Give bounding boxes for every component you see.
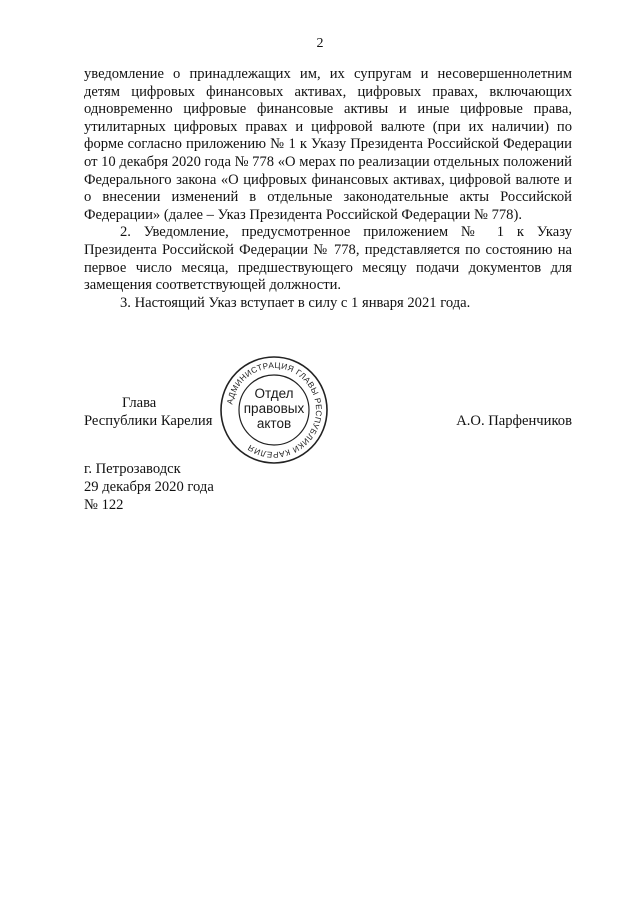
decree-number: № 122 — [84, 497, 124, 513]
document-body — [84, 66, 572, 312]
stamp-line-2: правовых — [243, 401, 305, 416]
stamp-line-3: актов — [256, 416, 292, 431]
signatory-title-line2: Республики Карелия — [84, 413, 213, 429]
stamp-inner-text — [236, 386, 312, 431]
paragraph-2: 2. Уведомление, предусмотренное приложением № 1 к Указу Президента Российской Федерации № 778, представляется по состоянию на первое число месяца, предшествующего месяцу подачи документов для замещения соответствующей должности. — [84, 224, 572, 294]
place-and-date — [84, 460, 214, 514]
signatory-title — [84, 394, 212, 430]
page-number: 2 — [316, 36, 324, 51]
stamp-ring-text: АДМИНИСТРАЦИЯ ГЛАВЫ РЕСПУБЛИКИ КАРЕЛИЯ — [225, 360, 324, 460]
paragraph-3: 3. Настоящий Указ вступает в силу с 1 января 2021 года. — [120, 294, 471, 311]
stamp-line-1: Отдел — [254, 386, 294, 401]
signatory-name: А.О. Парфенчиков — [456, 413, 572, 429]
signatory-title-line1: Глава — [122, 395, 157, 411]
paragraph-1: уведомление о принадлежащих им, их супругам и несовершеннолетним детям цифровых финансовых активах, цифровых правах, включающих одновременно цифровые финансовые активы и иные цифровые права, утилитарных цифровых правах и цифровой валюте (при их наличии) по форме согласно приложению № 1 к Указу Президента Российской Федерации от 10 декабря 2020 года № 778 «О мерах по реализации отдельных положений Федерального закона «О цифровых финансовых активах, цифровой валюте и о внесении изменений в отдельные законодательные акты Российской Федерации» (далее – Указ Президента Российской Федерации № 778). — [84, 66, 572, 223]
decree-date: 29 декабря 2020 года — [84, 479, 214, 495]
city: г. Петрозаводск — [84, 461, 181, 477]
